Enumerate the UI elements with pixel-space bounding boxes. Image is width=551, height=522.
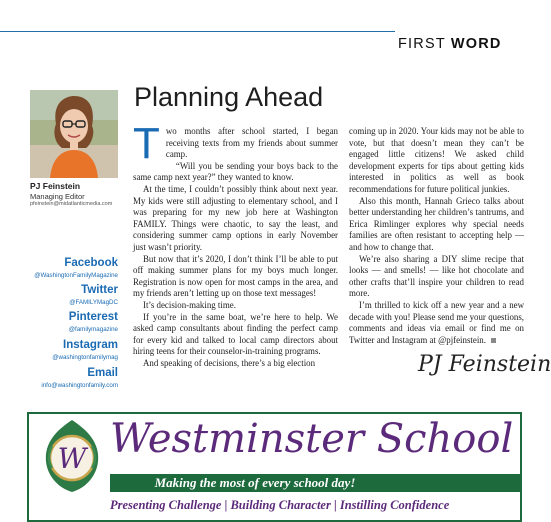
paragraph: If you’re in the same boat, we’re here to help. We asked camp consultants about finding the perfect camp for every kid and talked to local camp directors about hiring teens for their counselor-in-training programs. — [133, 311, 338, 357]
social-handle[interactable]: @washingtonfamilymag — [52, 354, 118, 361]
author-title: Managing Editor — [30, 192, 85, 201]
paragraph: coming up in 2020. Your kids may not be able to vote, but that doesn’t mean they can’t be engaged little citizens! We asked child development experts for tips about getting kids interested in politics as well as book recommendations for future political junkies. — [349, 126, 524, 194]
social-handle[interactable]: info@washingtonfamily.com — [41, 382, 118, 389]
paragraph: It’s decision-making time. — [143, 299, 236, 310]
section-title-light: FIRST — [398, 36, 451, 52]
author-photo — [30, 90, 118, 178]
social-network-label: Facebook — [64, 257, 118, 269]
paragraph-text: I’m thrilled to kick off a new year and a new decade with you! Please send me your questions, comments and ideas via email or find me on Twitter and Instagram at @pjfeinstein. — [349, 299, 524, 345]
paragraph: “Will you be sending your boys back to the same camp next year?” they wanted to know. — [133, 160, 338, 183]
paragraph: wo months after school started, I began receiving texts from my friends about summer camp. — [165, 126, 338, 160]
author-email[interactable]: pfeinstein@midatlanticmedia.com — [30, 201, 113, 207]
section-title-bold: WORD — [450, 36, 502, 52]
author-signature: PJ Feinstein — [418, 352, 551, 377]
paragraph: We’re also sharing a DIY slime recipe that looks — and smells! — like hot chocolate and other crafts that’ll inspire your children to read more. — [349, 253, 524, 299]
crest-letter: W — [57, 442, 87, 475]
paragraph: And speaking of decisions, there’s a big election — [143, 357, 316, 368]
drop-cap: T — [133, 119, 160, 168]
header-rule — [0, 31, 395, 32]
social-facebook[interactable] — [30, 257, 118, 280]
article-column-1 — [133, 119, 338, 369]
social-handle[interactable]: @familymagazine — [68, 326, 118, 333]
paragraph: At the time, I couldn’t possibly think about next year. My kids were still adjusting to elementary school, and I was preparing for my new job here at Washington FAMILY. Things were chaotic, to say the least, and considering summer camp options in early November just wasn’t priority. — [133, 183, 338, 252]
social-network-label: Twitter — [81, 284, 118, 296]
social-network-label: Email — [87, 367, 118, 379]
crest-graphic — [40, 418, 104, 494]
social-handle[interactable]: @FAMILYMagDC — [69, 299, 118, 306]
end-mark-icon — [491, 338, 496, 343]
school-tagline: Making the most of every school day! — [154, 475, 356, 490]
social-network-label: Instagram — [63, 339, 118, 351]
social-network-label: Pinterest — [68, 311, 118, 323]
section-title — [398, 36, 502, 52]
social-email[interactable] — [30, 367, 118, 390]
school-name: Westminster School — [110, 416, 514, 462]
social-handle[interactable]: @WashingtonFamilyMagazine — [34, 272, 118, 279]
school-crest-icon — [40, 418, 104, 494]
author-name: PJ Feinstein — [30, 181, 81, 191]
school-values: Presenting Challenge | Building Character | Instilling Confidence — [110, 498, 450, 512]
paragraph — [349, 300, 524, 346]
paragraph: Also this month, Hannah Grieco talks about better understanding her children’s tantrums, and Erica Rimlinger explores why special needs families are often resistant to accepting help — and how to change that. — [349, 195, 524, 252]
article-column-2 — [349, 126, 524, 346]
author-portrait-image — [30, 90, 118, 178]
social-pinterest[interactable] — [30, 311, 118, 334]
article-headline: Planning Ahead — [134, 82, 324, 112]
paragraph: But now that it’s 2020, I don’t think I’ll be able to put off making summer plans for my boys much longer. Registration is now open for most camps in the area, and my friends aren’t letting up on those text messages! — [133, 253, 338, 299]
social-twitter[interactable] — [30, 284, 118, 307]
social-instagram[interactable] — [30, 339, 118, 362]
